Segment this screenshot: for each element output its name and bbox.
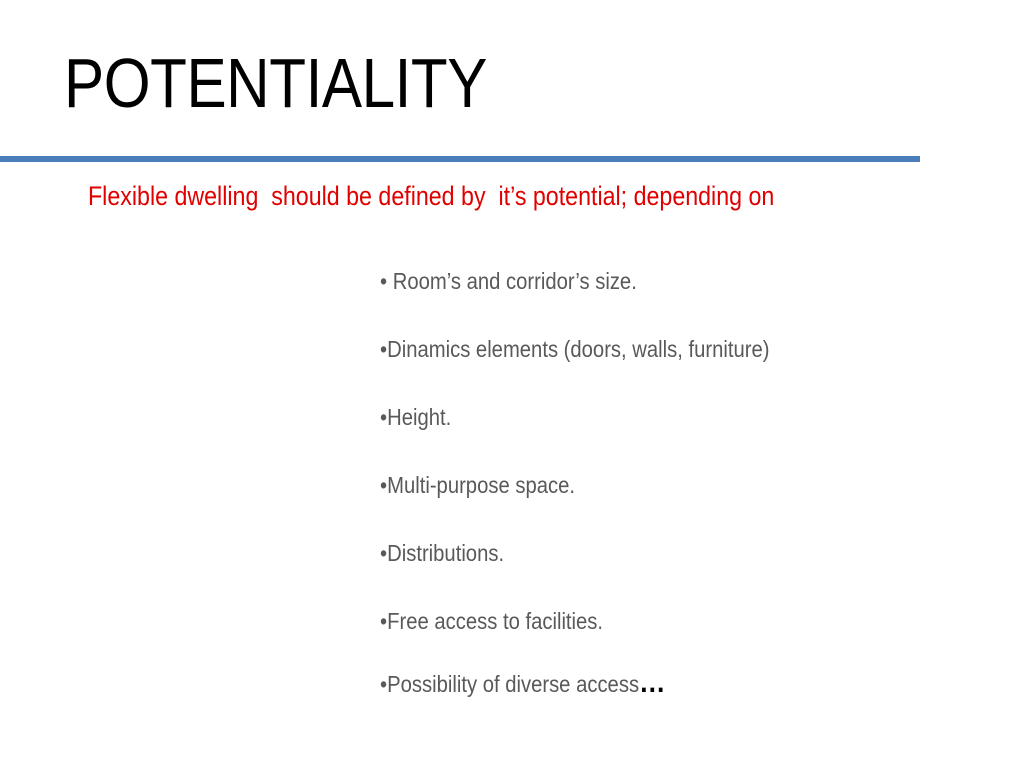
bullet-item-diverse-access [380, 668, 665, 699]
bullet-item-diverse-access-text: •Possibility of diverse access [380, 671, 640, 697]
bullet-item-multipurpose: •Multi-purpose space. [380, 472, 575, 498]
bullet-item-distributions: •Distributions. [380, 540, 505, 566]
slide-title: POTENTIALITY [64, 44, 488, 122]
bullet-item-dynamic-elements: •Dinamics elements (doors, walls, furniture) [380, 336, 770, 362]
bullet-list [380, 0, 980, 768]
ellipsis-mark: … [639, 666, 666, 699]
bullet-item-room-size: • Room’s and corridor’s size. [380, 268, 637, 294]
slide-subtitle: Flexible dwelling should be defined by it’s potential; depending on [88, 181, 775, 211]
bullet-item-height: •Height. [380, 404, 452, 430]
bullet-item-free-access: •Free access to facilities. [380, 608, 604, 634]
